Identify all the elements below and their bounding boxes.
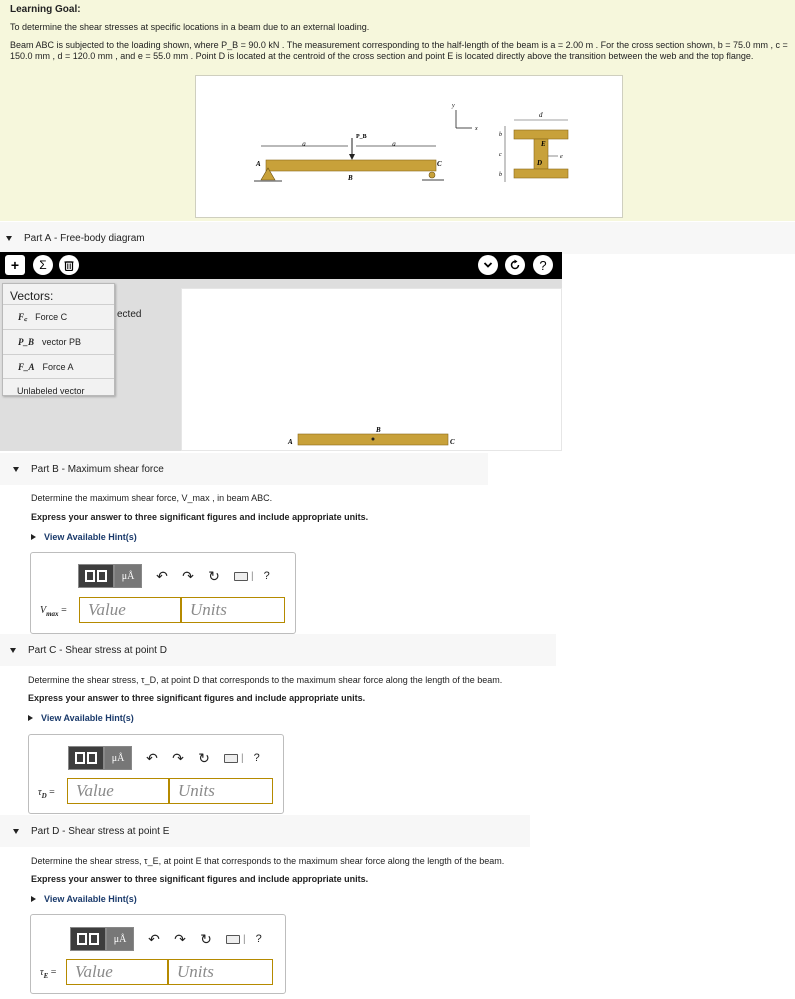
load-label: P_B — [356, 134, 367, 140]
hint-label: View Available Hint(s) — [44, 532, 137, 542]
part-b-hint-link[interactable] — [31, 532, 137, 542]
beam-figure — [195, 75, 623, 218]
part-d-math-toolbar: μÅ ↶ ↷ ↻ | ? — [70, 926, 262, 952]
dim-a-left-label: a — [302, 140, 306, 148]
reset-icon[interactable]: ↻ — [198, 749, 210, 766]
point-e-label: E — [541, 140, 546, 148]
fraction-template-icon — [78, 564, 114, 588]
vector-symbol: F_A — [18, 361, 35, 372]
vector-label: Force C — [35, 311, 68, 322]
vector-label: Force A — [42, 361, 74, 372]
chevron-down-icon — [483, 261, 493, 269]
part-c-instruction: Express your answer to three significant figures and include appropriate units. — [28, 693, 366, 703]
vmax-label: $V_{max}$ = — [40, 605, 67, 618]
vector-label: vector PB — [42, 336, 82, 347]
part-c-math-toolbar: μÅ ↶ ↷ ↻ | ? — [68, 745, 260, 771]
redo-icon[interactable]: ↷ — [182, 567, 194, 584]
chevron-button[interactable] — [478, 255, 498, 275]
collapse-triangle-icon — [10, 648, 16, 653]
collapse-triangle-icon — [13, 467, 19, 472]
part-a-title: Free-body diagram — [60, 232, 145, 244]
vector-item-force-c[interactable] — [3, 304, 114, 328]
part-d-label: Part D — [31, 825, 60, 837]
add-vector-button[interactable] — [5, 255, 25, 275]
keyboard-icon[interactable] — [224, 754, 238, 763]
vector-label: Unlabeled vector — [17, 385, 85, 396]
symbols-button[interactable]: μÅ — [104, 746, 132, 770]
vector-item-force-a[interactable] — [3, 354, 114, 378]
undo-icon[interactable]: ↶ — [156, 567, 168, 584]
y-axis-label: y — [452, 103, 455, 109]
redo-icon[interactable]: ↷ — [172, 749, 184, 766]
part-c-title: Shear stress at point D — [65, 644, 167, 656]
beam-figure-svg — [196, 76, 624, 219]
templates-button[interactable] — [70, 927, 134, 951]
reset-icon[interactable]: ↻ — [208, 567, 220, 584]
part-b-label: Part B — [31, 463, 59, 475]
load-arrowhead — [349, 154, 355, 160]
plus-icon: + — [10, 257, 20, 273]
dim-b-top-label: b — [499, 132, 502, 138]
reset-button[interactable] — [505, 255, 525, 275]
tau-d-label: $\tau_D$ = — [38, 787, 55, 800]
redo-icon[interactable]: ↷ — [174, 930, 186, 947]
part-d-header[interactable]: Part D - Shear stress at point E — [0, 815, 530, 847]
collapse-triangle-icon — [6, 236, 12, 241]
part-a-label: Part A — [24, 232, 52, 244]
fbd-label-c: C — [450, 438, 455, 446]
vector-symbol: P_B — [18, 336, 35, 347]
vector-symbol: F꜀ — [18, 312, 28, 322]
part-c-hint-link[interactable] — [28, 713, 134, 723]
vectors-dropdown — [2, 283, 115, 396]
part-c-label: Part C — [28, 644, 57, 656]
undo-icon[interactable]: ↶ — [146, 749, 158, 766]
fbd-label-a: A — [288, 438, 293, 446]
vmax-value-input[interactable]: Value — [79, 597, 181, 623]
keyboard-icon[interactable] — [226, 935, 240, 944]
part-d-question: Determine the shear stress, τ_E, at point E that corresponds to the maximum shear force along the length of the beam. — [31, 856, 505, 866]
reset-icon[interactable]: ↻ — [200, 930, 212, 947]
part-a-header[interactable]: Part A - Free-body diagram — [0, 222, 795, 254]
delete-button[interactable] — [59, 255, 79, 275]
part-b-instruction: Express your answer to three significant figures and include appropriate units. — [31, 512, 369, 522]
x-axis-label: x — [475, 126, 478, 132]
symbols-button[interactable]: μÅ — [114, 564, 142, 588]
part-b-math-toolbar: μÅ ↶ ↷ ↻ | ? — [78, 563, 270, 589]
beam-body — [266, 160, 436, 171]
sum-button[interactable] — [33, 255, 53, 275]
fraction-template-icon — [68, 746, 104, 770]
dim-e-label: e — [560, 154, 563, 160]
help-icon[interactable]: ? — [255, 933, 262, 945]
expand-triangle-icon — [31, 896, 36, 902]
help-icon[interactable]: ? — [263, 570, 270, 582]
tau-e-label: $\tau_E$ = — [40, 967, 57, 980]
tau-e-units-input[interactable]: Units — [168, 959, 273, 985]
tau-d-units-input[interactable]: Units — [169, 778, 273, 804]
vmax-units-input[interactable]: Units — [181, 597, 285, 623]
part-b-header[interactable]: Part B - Maximum shear force — [0, 453, 488, 485]
part-c-answer-box — [28, 734, 284, 814]
part-c-header[interactable]: Part C - Shear stress at point D — [0, 634, 556, 666]
fbd-label-b: B — [376, 426, 381, 434]
fbd-canvas-svg — [182, 289, 563, 452]
undo-icon[interactable]: ↶ — [148, 930, 160, 947]
part-b-answer-box — [30, 552, 296, 634]
help-button[interactable] — [533, 255, 553, 275]
dim-c-label: c — [499, 152, 502, 158]
problem-statement: Beam ABC is subjected to the loading shown, where P_B = 90.0 kN . The measurement corresponding to the half-length of the beam is a = 2.00 m . For the cross section shown, b = 75.0 mm , c = 150.0 mm , d = 120.0 mm , and e = 55.0 mm . Point D is located at the centroid of the cross section and point E is located directly above the transition between the web and the top flange. — [10, 40, 788, 61]
part-d-answer-box — [30, 914, 286, 994]
part-b-title: Maximum shear force — [67, 463, 164, 475]
partial-label: ected — [117, 309, 142, 320]
fbd-point-b[interactable] — [372, 438, 375, 441]
reset-icon — [509, 259, 521, 271]
part-d-hint-link[interactable] — [31, 894, 137, 904]
dim-d-label: d — [539, 111, 543, 119]
part-c-question: Determine the shear stress, τ_D, at point D that corresponds to the maximum shear force along the length of the beam. — [28, 675, 503, 685]
fbd-toolbar — [0, 252, 562, 279]
vectors-title: Vectors: — [10, 289, 54, 303]
point-b-label: B — [348, 174, 353, 182]
fbd-canvas[interactable] — [181, 288, 562, 451]
learning-goal-panel — [0, 0, 795, 221]
help-icon: ? — [539, 257, 547, 273]
point-a-label: A — [256, 160, 261, 168]
dim-b-bottom-label: b — [499, 172, 502, 178]
dim-a-right-label: a — [392, 140, 396, 148]
bottom-flange — [514, 169, 568, 178]
hint-label: View Available Hint(s) — [41, 713, 134, 723]
trash-icon — [64, 260, 74, 271]
keyboard-icon[interactable] — [234, 572, 248, 581]
sigma-icon: Σ — [39, 258, 47, 272]
roller-support-c — [429, 172, 435, 178]
help-icon[interactable]: ? — [253, 752, 260, 764]
hint-label: View Available Hint(s) — [44, 894, 137, 904]
vector-item-unlabeled[interactable] — [3, 378, 114, 402]
vector-item-pb[interactable] — [3, 329, 114, 353]
learning-goal-statement: To determine the shear stresses at specific locations in a beam due to an external loading. — [10, 22, 370, 32]
top-flange — [514, 130, 568, 139]
part-b-question: Determine the maximum shear force, V_max , in beam ABC. — [31, 493, 273, 503]
part-d-title: Shear stress at point E — [68, 825, 170, 837]
templates-button[interactable] — [68, 746, 132, 770]
expand-triangle-icon — [31, 534, 36, 540]
learning-goal-title: Learning Goal: — [10, 4, 81, 15]
point-c-label: C — [437, 160, 442, 168]
tau-d-value-input[interactable]: Value — [67, 778, 169, 804]
part-d-instruction: Express your answer to three significant figures and include appropriate units. — [31, 874, 369, 884]
collapse-triangle-icon — [13, 829, 19, 834]
tau-e-value-input[interactable]: Value — [66, 959, 168, 985]
fraction-template-icon — [70, 927, 106, 951]
symbols-button[interactable]: μÅ — [106, 927, 134, 951]
expand-triangle-icon — [28, 715, 33, 721]
point-d-label: D — [537, 159, 543, 167]
templates-button[interactable] — [78, 564, 142, 588]
